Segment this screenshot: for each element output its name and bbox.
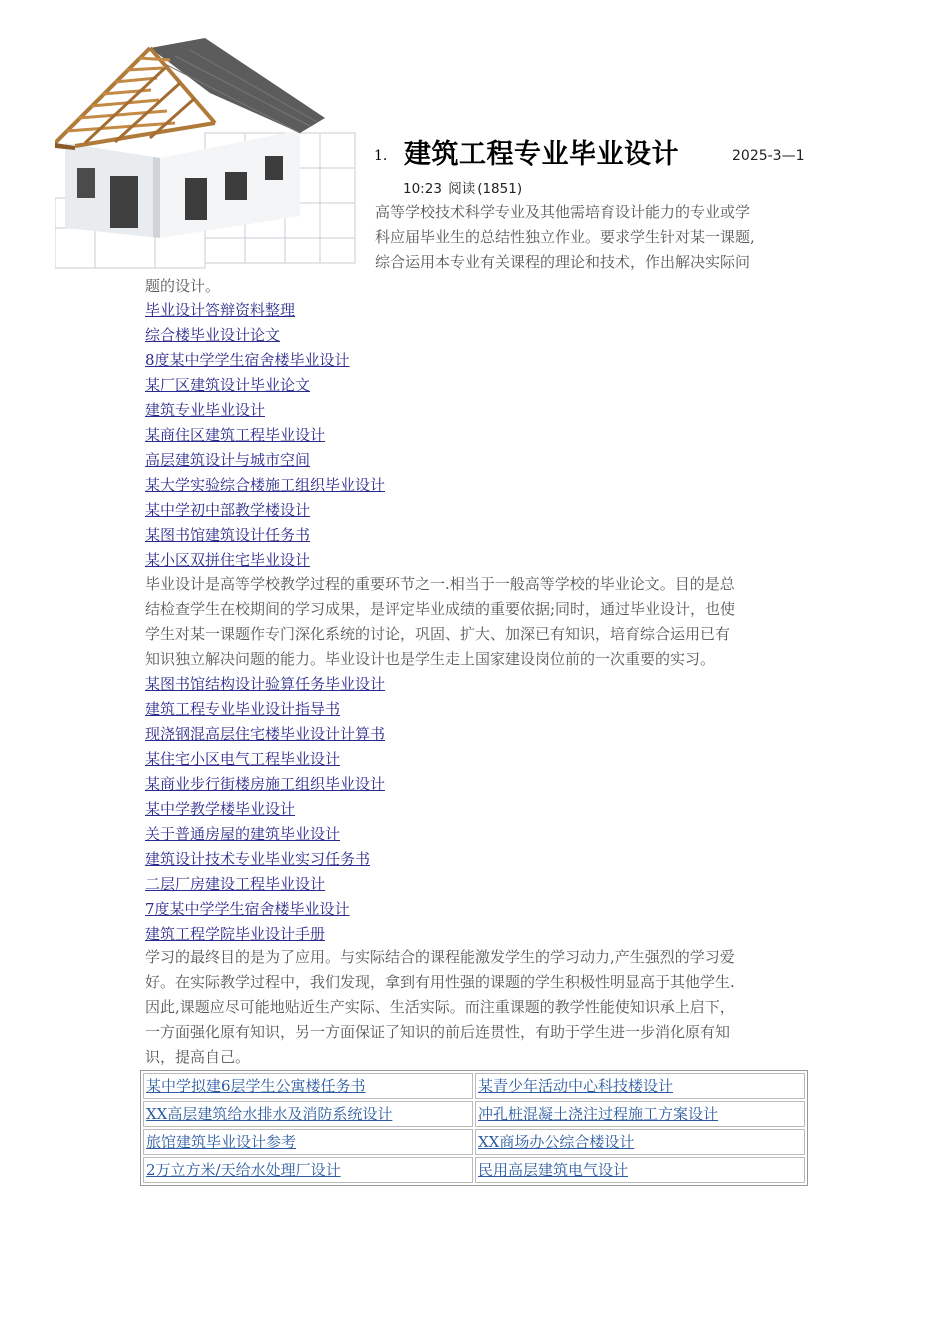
list-item bbox=[145, 697, 385, 722]
article-link[interactable]: 高层建筑设计与城市空间 bbox=[145, 451, 311, 469]
list-item bbox=[145, 548, 385, 573]
table-link[interactable]: 民用高层建筑电气设计 bbox=[478, 1161, 629, 1179]
paragraph-line: 识，提高自己。 bbox=[145, 1048, 251, 1066]
table-link[interactable]: XX商场办公综合楼设计 bbox=[478, 1133, 635, 1151]
article-link[interactable]: 某厂区建筑设计毕业论文 bbox=[145, 376, 311, 394]
paragraph-line: 知识独立解决问题的能力。毕业设计也是学生走上国家建设岗位前的一次重要的实习。 bbox=[145, 650, 716, 668]
table-cell bbox=[143, 1157, 473, 1183]
list-item bbox=[145, 747, 385, 772]
link-list-2 bbox=[145, 672, 385, 947]
list-item bbox=[145, 722, 385, 747]
table-link[interactable]: XX高层建筑给水排水及消防系统设计 bbox=[146, 1105, 393, 1123]
list-item bbox=[145, 498, 385, 523]
related-links-table bbox=[140, 1070, 808, 1186]
list-item bbox=[145, 448, 385, 473]
article-link[interactable]: 建筑设计技术专业毕业实习任务书 bbox=[145, 850, 371, 868]
article-link[interactable]: 建筑专业毕业设计 bbox=[145, 401, 266, 419]
publish-time: 10:23 bbox=[403, 181, 442, 197]
article-link[interactable]: 某图书馆建筑设计任务书 bbox=[145, 526, 311, 544]
paragraph-line: 一方面强化原有知识，另一方面保证了知识的前后连贯性，有助于学生进一步消化原有知 bbox=[145, 1023, 731, 1041]
table-cell bbox=[475, 1129, 805, 1155]
intro-line: 综合运用本专业有关课程的理论和技术，作出解决实际问 bbox=[375, 253, 751, 271]
list-item bbox=[145, 822, 385, 847]
table-row bbox=[143, 1073, 805, 1099]
list-item bbox=[145, 523, 385, 548]
read-label: 阅读 bbox=[448, 181, 476, 197]
article-link[interactable]: 二层厂房建设工程毕业设计 bbox=[145, 875, 326, 893]
list-item bbox=[145, 922, 385, 947]
list-item bbox=[145, 672, 385, 697]
paragraph-line: 结检查学生在校期间的学习成果，是评定毕业成绩的重要依据;同时，通过毕业设计，也使 bbox=[145, 600, 736, 618]
article-link[interactable]: 关于普通房屋的建筑毕业设计 bbox=[145, 825, 341, 843]
body-paragraph-2 bbox=[145, 945, 808, 1070]
intro-line: 高等学校技术科学专业及其他需培育设计能力的专业或学 bbox=[375, 203, 751, 221]
article-link[interactable]: 某住宅小区电气工程毕业设计 bbox=[145, 750, 341, 768]
table-link[interactable]: 冲孔桩混凝土浇注过程施工方案设计 bbox=[478, 1105, 719, 1123]
list-item bbox=[145, 872, 385, 897]
list-item bbox=[145, 847, 385, 872]
article-link[interactable]: 某中学初中部教学楼设计 bbox=[145, 501, 311, 519]
article-link[interactable]: 8度某中学学生宿舍楼毕业设计 bbox=[145, 351, 350, 369]
table-cell bbox=[475, 1101, 805, 1127]
table-row bbox=[143, 1157, 805, 1183]
paragraph-line: 毕业设计是高等学校教学过程的重要环节之一.相当于一般高等学校的毕业论文。目的是总 bbox=[145, 575, 735, 593]
article-link[interactable]: 某大学实验综合楼施工组织毕业设计 bbox=[145, 476, 386, 494]
list-item bbox=[145, 398, 385, 423]
paragraph-line: 学生对某一课题作专门深化系统的讨论，巩固、扩大、加深已有知识，培育综合运用已有 bbox=[145, 625, 731, 643]
article-header bbox=[374, 130, 814, 174]
table-link[interactable]: 旅馆建筑毕业设计参考 bbox=[146, 1133, 297, 1151]
list-item bbox=[145, 897, 385, 922]
table-cell bbox=[143, 1073, 473, 1099]
list-item bbox=[145, 473, 385, 498]
table-cell bbox=[143, 1101, 473, 1127]
table-link[interactable]: 某青少年活动中心科技楼设计 bbox=[478, 1077, 674, 1095]
table-link[interactable]: 2万立方米/天给水处理厂设计 bbox=[146, 1161, 341, 1179]
article-link[interactable]: 综合楼毕业设计论文 bbox=[145, 326, 281, 344]
article-link[interactable]: 建筑工程专业毕业设计指导书 bbox=[145, 700, 341, 718]
article-link[interactable]: 某商业步行街楼房施工组织毕业设计 bbox=[145, 775, 386, 793]
read-count: (1851) bbox=[477, 181, 523, 197]
paragraph-line: 学习的最终目的是为了应用。与实际结合的课程能激发学生的学习动力,产生强烈的学习爱 bbox=[145, 948, 735, 966]
article-link[interactable]: 7度某中学学生宿舍楼毕业设计 bbox=[145, 900, 350, 918]
table-row bbox=[143, 1101, 805, 1127]
intro-paragraph bbox=[375, 200, 805, 275]
article-link[interactable]: 某中学教学楼毕业设计 bbox=[145, 800, 296, 818]
article-link[interactable]: 建筑工程学院毕业设计手册 bbox=[145, 925, 326, 943]
table-link[interactable]: 某中学拟建6层学生公寓楼任务书 bbox=[146, 1077, 366, 1095]
article-meta bbox=[403, 177, 524, 197]
list-item bbox=[145, 423, 385, 448]
publish-date: 2025-3—1 bbox=[732, 148, 805, 164]
article-link[interactable]: 现浇钢混高层住宅楼毕业设计计算书 bbox=[145, 725, 386, 743]
intro-line: 科应届毕业生的总结性独立作业。要求学生针对某一课题, bbox=[375, 228, 755, 246]
list-item bbox=[145, 323, 385, 348]
list-item bbox=[145, 298, 385, 323]
list-item bbox=[145, 373, 385, 398]
table-cell bbox=[475, 1157, 805, 1183]
body-paragraph-1 bbox=[145, 572, 808, 672]
article-title: 建筑工程专业毕业设计 bbox=[404, 139, 679, 170]
house-construction-image bbox=[55, 38, 360, 270]
list-item bbox=[145, 348, 385, 373]
table-row bbox=[143, 1129, 805, 1155]
table-cell bbox=[143, 1129, 473, 1155]
article-link[interactable]: 毕业设计答辩资料整理 bbox=[145, 301, 296, 319]
list-item bbox=[145, 772, 385, 797]
link-list-1 bbox=[145, 298, 385, 573]
article-link[interactable]: 某商住区建筑工程毕业设计 bbox=[145, 426, 326, 444]
article-link[interactable]: 某图书馆结构设计验算任务毕业设计 bbox=[145, 675, 386, 693]
table-cell bbox=[475, 1073, 805, 1099]
intro-tail: 题的设计。 bbox=[145, 277, 221, 295]
paragraph-line: 因此,课题应尽可能地贴近生产实际、生活实际。而注重课题的教学性能使知识承上启下， bbox=[145, 998, 735, 1016]
paragraph-line: 好。在实际教学过程中，我们发现，拿到有用性强的课题的学生积极性明显高于其他学生. bbox=[145, 973, 735, 991]
list-number: 1. bbox=[374, 148, 388, 164]
article-link[interactable]: 某小区双拼住宅毕业设计 bbox=[145, 551, 311, 569]
list-item bbox=[145, 797, 385, 822]
